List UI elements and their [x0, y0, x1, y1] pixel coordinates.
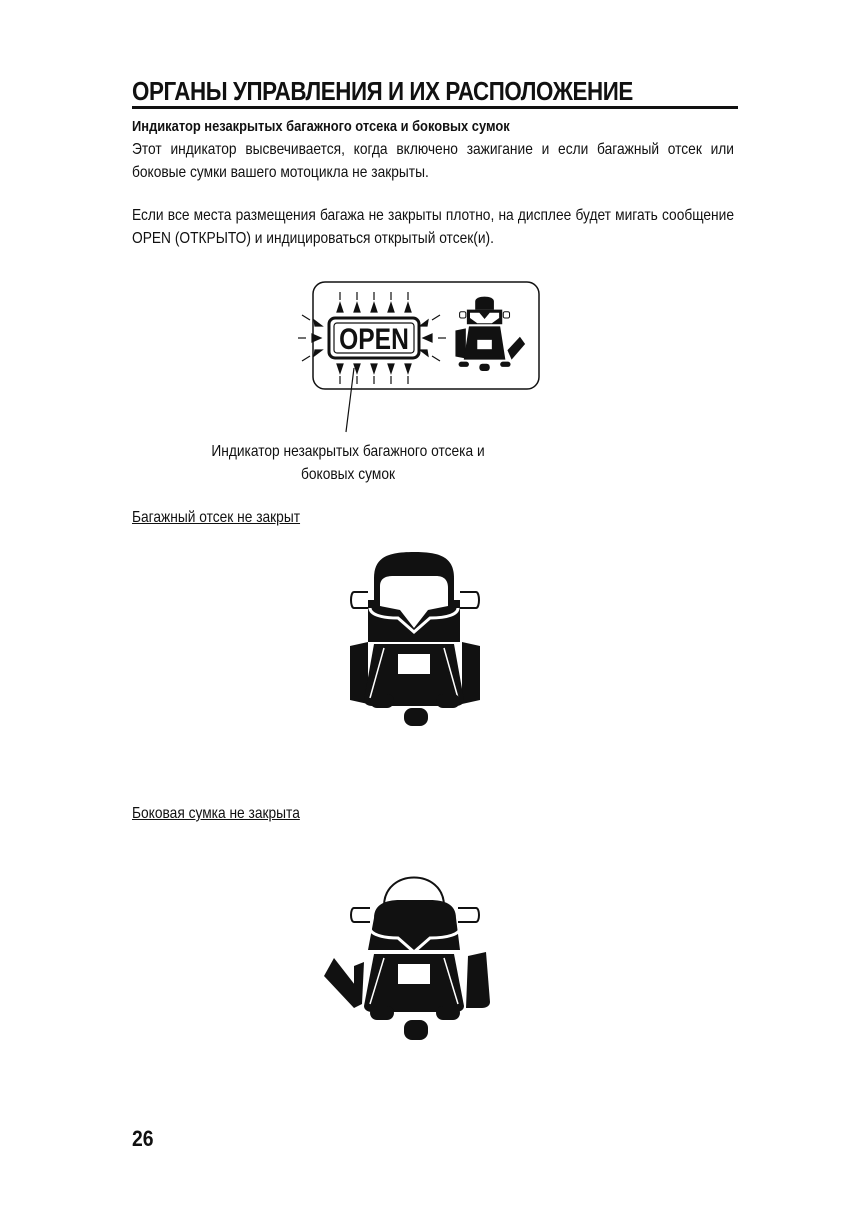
caption-line-1: Индикатор незакрытых багажного отсека и — [211, 443, 485, 460]
flash-rays-icon — [298, 292, 446, 384]
title-rule — [132, 106, 738, 109]
saddlebag-open-label: Боковая сумка не закрыта — [132, 805, 300, 822]
trunk-open-label: Багажный отсек не закрыт — [132, 509, 301, 526]
page-number: 26 — [132, 1126, 154, 1151]
paragraph-open-message: Если все места размещения багажа не закрыты плотно, на дисплее будет мигать сообщение OPEN (ОТКРЫТО) и индицироваться открытый отсек(и). — [132, 207, 734, 247]
caption-leader-line — [346, 368, 354, 432]
open-box — [329, 318, 419, 358]
display-frame — [313, 282, 539, 389]
section-subheading: Индикатор незакрытых багажного отсека и боковых сумок — [132, 118, 510, 135]
indicator-caption — [180, 440, 516, 486]
page-title: ОРГАНЫ УПРАВЛЕНИЯ И ИХ РАСПОЛОЖЕНИЕ — [132, 76, 633, 106]
caption-line-2: боковых сумок — [300, 466, 396, 483]
motorcycle-small-icon — [455, 297, 525, 371]
open-text: OPEN — [339, 321, 409, 356]
paragraph-intro: Этот индикатор высвечивается, когда включено зажигание и если багажный отсек или боковые сумки вашего мотоцикла не закрыты. — [132, 141, 734, 181]
